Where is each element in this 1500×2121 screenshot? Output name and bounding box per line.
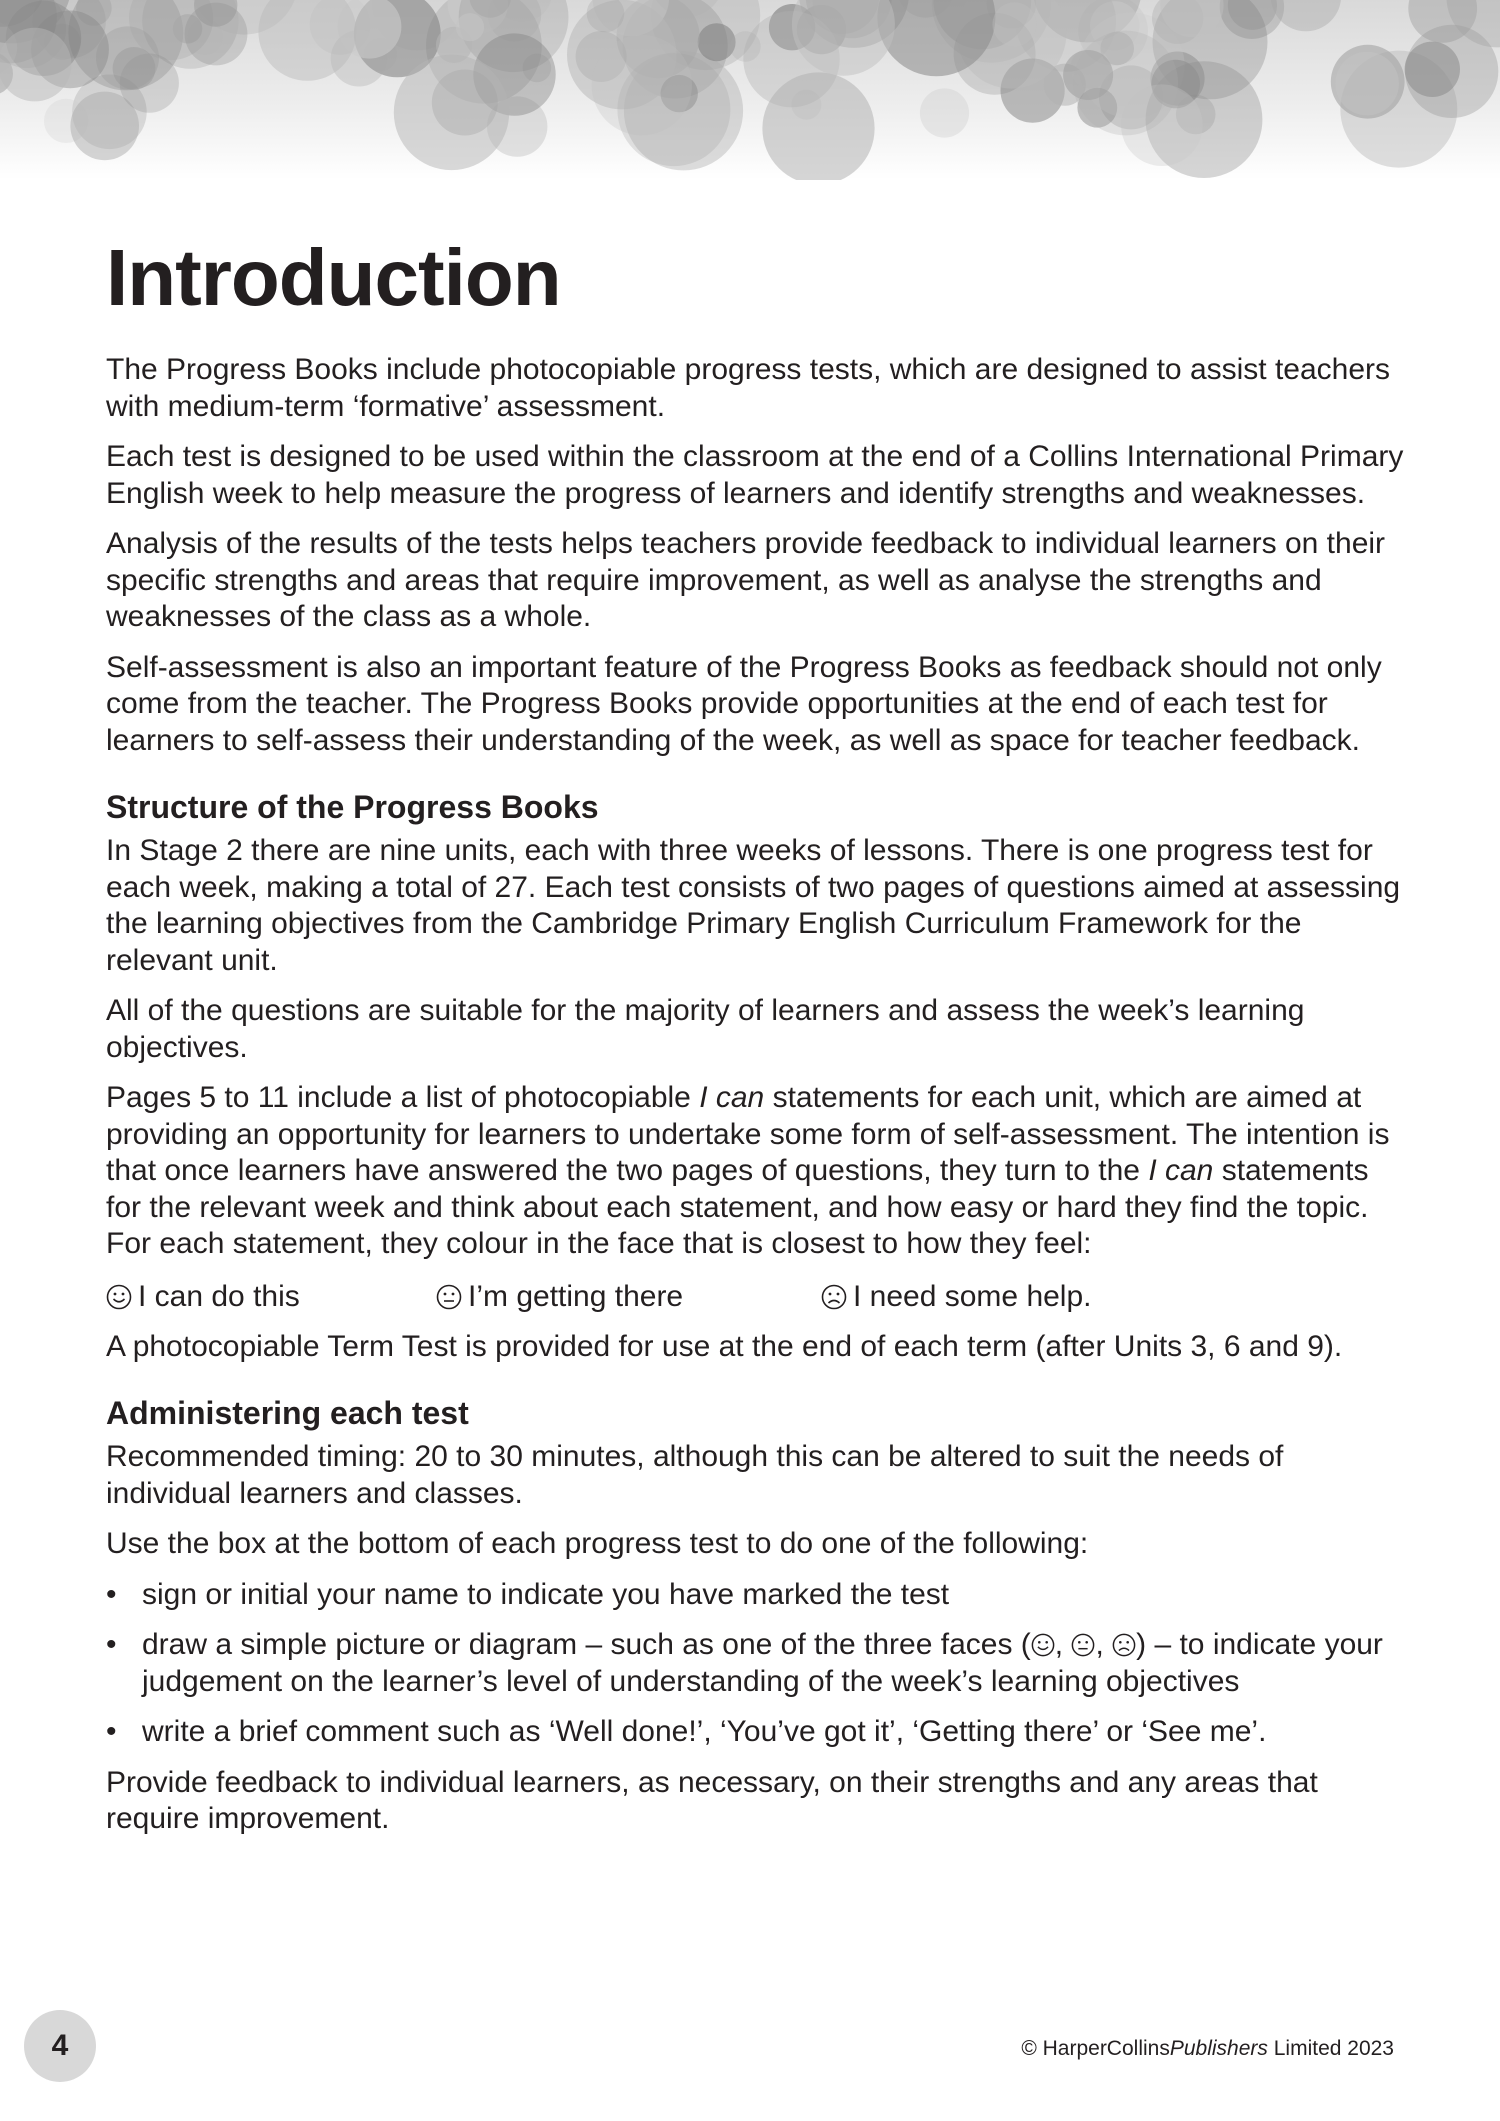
administering-bullet-list <box>106 1577 1406 1751</box>
p3-text-3: statements for the relevant week and think about each statement, and how easy or hard they find the topic. For each statement, they colour in the face that is closest to how they feel: <box>106 1154 1369 1260</box>
copyright-text-1: © HarperCollins <box>1021 2037 1170 2060</box>
bullet-sep-1: , <box>1054 1628 1072 1661</box>
bullet-item-1 <box>106 1577 1406 1614</box>
copyright-text-2: Limited 2023 <box>1267 2037 1394 2060</box>
p3-text-1: Pages 5 to 11 include a list of photocopiable <box>106 1081 700 1114</box>
neutral-face-icon <box>1071 1633 1095 1657</box>
sad-face-icon <box>821 1284 847 1310</box>
bullet-text-2a: draw a simple picture or diagram – such as one of the three faces ( <box>142 1628 1031 1661</box>
main-content <box>106 233 1406 1852</box>
intro-paragraph-1: The Progress Books include photocopiable progress tests, which are designed to assist teachers with medium-term ‘formative’ assessment. <box>106 353 1391 423</box>
bullet-sep-2: , <box>1095 1628 1113 1661</box>
bullet-item-2 <box>106 1627 1406 1700</box>
smiley-face-icon <box>106 1284 132 1310</box>
structure-paragraph-1: In Stage 2 there are nine units, each with three weeks of lessons. There is one progress test for each week, making a total of 27. Each test consists of two pages of questions aimed at assessing the learning objectives from the Cambridge Primary English Curriculum Framework for the relevant unit. <box>106 834 1401 977</box>
copyright-notice <box>1021 2037 1394 2061</box>
bullet-item-3 <box>106 1714 1406 1751</box>
bubble-circle <box>730 31 761 62</box>
structure-heading: Structure of the Progress Books <box>106 789 599 825</box>
bubble-circle <box>1271 0 1341 31</box>
bubble-circle <box>113 47 156 90</box>
structure-paragraph-2: All of the questions are suitable for the majority of learners and assess the week’s learning objectives. <box>106 994 1305 1064</box>
bubble-circle <box>698 23 736 61</box>
face-label-sad: I need some help. <box>853 1279 1092 1313</box>
sad-face-icon <box>1112 1633 1136 1657</box>
bubble-circle <box>1073 31 1178 136</box>
intro-paragraph-3: Analysis of the results of the tests helps teachers provide feedback to individual learners on their specific strengths and areas that require improvement, as well as analyse the strengths and weaknesses of the class as a whole. <box>106 527 1386 633</box>
neutral-face-icon <box>436 1284 462 1310</box>
administering-paragraph-3: Provide feedback to individual learners, as necessary, on their strengths and any areas that require improvement. <box>106 1765 1318 1835</box>
bullet-text-2b: ) – to indicate your judgement on the learner’s level of understanding of the week’s learning objectives <box>142 1628 1383 1698</box>
copyright-italic: Publishers <box>1169 2037 1268 2060</box>
bullet-dot: • <box>106 1577 117 1611</box>
bubble-circle <box>0 28 72 102</box>
face-legend-item-smiley <box>106 1277 436 1317</box>
face-legend-item-sad <box>821 1277 1092 1317</box>
bubble-circle <box>592 35 692 135</box>
page-number: 4 <box>24 2010 96 2082</box>
administering-paragraph-2: Use the box at the bottom of each progress test to do one of the following: <box>106 1527 1089 1560</box>
header-bubble-banner <box>0 0 1500 180</box>
bubble-circle <box>1335 52 1399 116</box>
administering-heading: Administering each test <box>106 1395 469 1431</box>
intro-paragraph-2: Each test is designed to be used within the classroom at the end of a Collins International Primary English week to help measure the progress of learners and identify strengths and weaknesses. <box>106 440 1404 510</box>
i-can-italic-1: I can <box>699 1081 765 1114</box>
bubble-circle <box>992 2 1036 46</box>
p3-text-2: statements for each unit, which are aimed at providing an opportunity for learners to undertake some form of self-assessment. The intention is that once learners have answered the two pages of questions, they turn to the <box>106 1081 1390 1187</box>
structure-paragraph-3 <box>106 1080 1406 1263</box>
face-legend-item-neutral <box>436 1277 821 1317</box>
intro-paragraph-4: Self-assessment is also an important feature of the Progress Books as feedback should not only come from the teacher. The Progress Books provide opportunities at the end of each test for learners to self-assess their understanding of the week, as well as space for teacher feedback. <box>106 650 1382 757</box>
bullet-text-1: sign or initial your name to indicate you have marked the test <box>142 1577 950 1611</box>
bubble-circle <box>456 13 484 41</box>
face-label-neutral: I’m getting there <box>468 1279 684 1313</box>
face-label-smiley: I can do this <box>138 1279 300 1313</box>
bullet-text-3: write a brief comment such as ‘Well done!’, ‘You’ve got it’, ‘Getting there’ or ‘See me’. <box>142 1715 1267 1748</box>
page-title: Introduction <box>106 233 561 322</box>
bubble-circle <box>394 55 509 170</box>
structure-paragraph-4: A photocopiable Term Test is provided for use at the end of each term (after Units 3, 6 and 9). <box>106 1329 1343 1363</box>
i-can-italic-2: I can <box>1148 1154 1214 1187</box>
bubble-circle <box>1405 42 1460 97</box>
bullet-dot: • <box>106 1628 117 1661</box>
faces-legend <box>106 1277 1406 1317</box>
bubble-decoration <box>0 0 1500 180</box>
bullet-dot: • <box>106 1715 117 1748</box>
bubble-circle <box>920 88 969 137</box>
smiley-face-icon <box>1031 1633 1055 1657</box>
administering-paragraph-1: Recommended timing: 20 to 30 minutes, although this can be altered to suit the needs of individual learners and classes. <box>106 1440 1284 1510</box>
